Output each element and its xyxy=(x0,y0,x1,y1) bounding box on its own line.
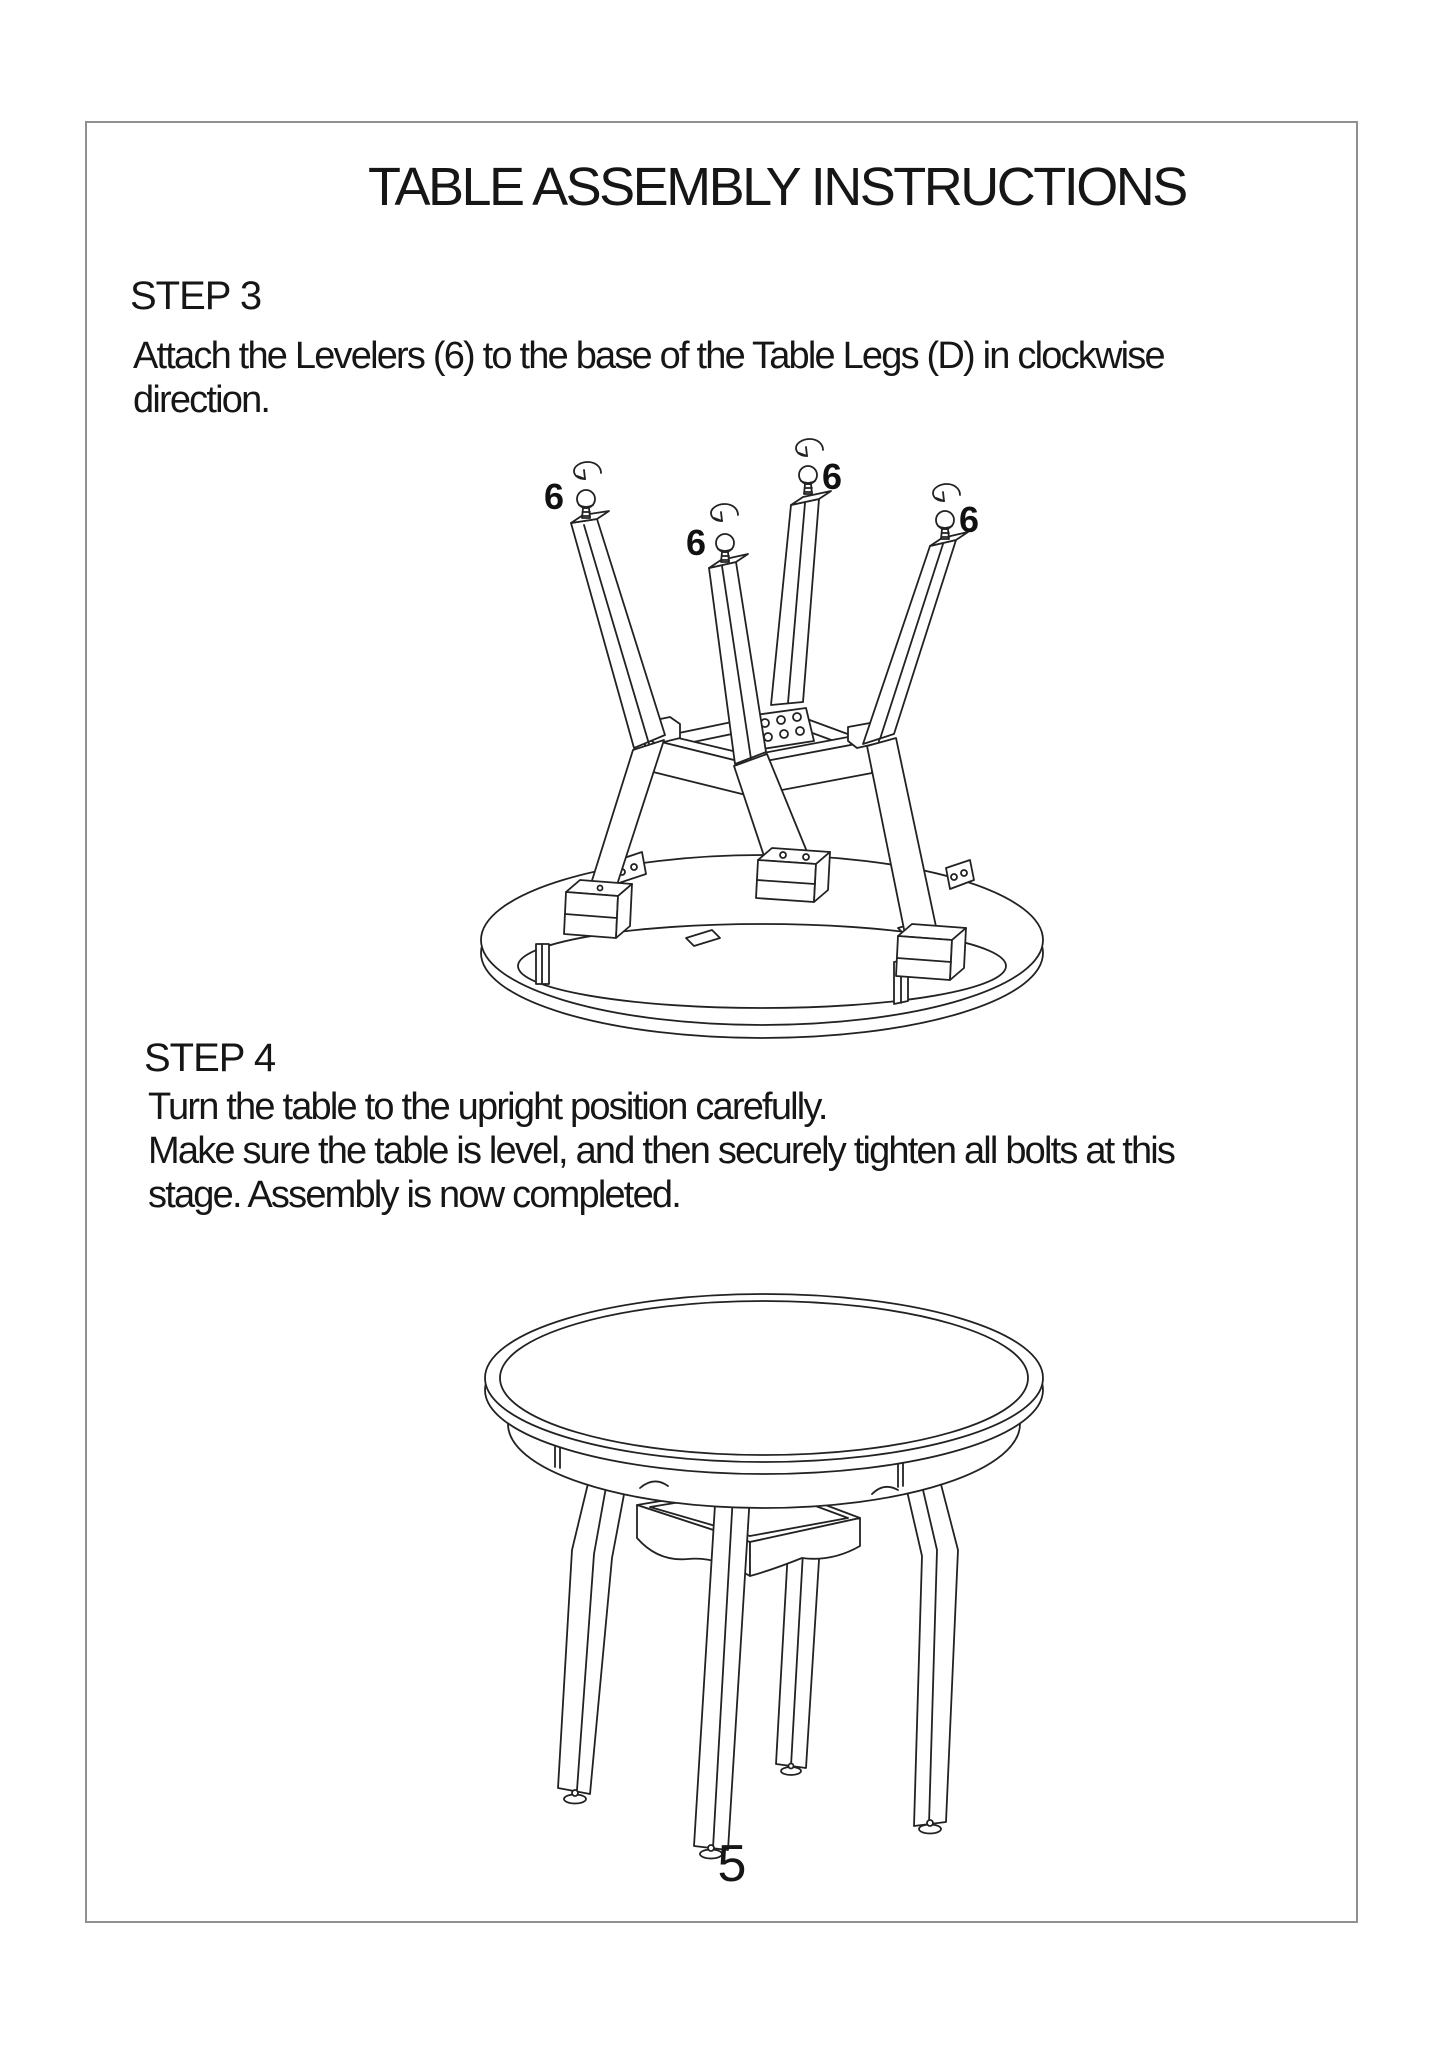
upright-leg-left xyxy=(558,1442,632,1794)
tabletop xyxy=(485,1294,1043,1508)
page-title: TABLE ASSEMBLY INSTRUCTIONS xyxy=(368,157,1186,217)
diagram-step4-upright-table xyxy=(485,1294,1043,1859)
step4-line-1: Turn the table to the upright position carefully. xyxy=(148,1086,827,1128)
page-number: 5 xyxy=(717,1835,747,1893)
step3-line-2: direction. xyxy=(133,379,270,421)
table-leg-left xyxy=(571,511,665,906)
part-label-leveler-right: 6 xyxy=(959,499,980,540)
step4-heading: STEP 4 xyxy=(144,1036,276,1080)
rotate-arrow-icons xyxy=(574,439,960,521)
leveler-right xyxy=(936,511,954,539)
table-leg-back xyxy=(771,491,831,705)
part-label-leveler-back: 6 xyxy=(822,456,843,497)
leveler-back xyxy=(799,466,817,494)
step4-line-3: stage. Assembly is now completed. xyxy=(148,1174,680,1216)
step3-heading: STEP 3 xyxy=(130,274,262,318)
part-label-leveler-front: 6 xyxy=(686,522,707,563)
part-label-leveler-left: 6 xyxy=(544,476,565,517)
step3-line-1: Attach the Levelers (6) to the base of the Table Legs (D) in clockwise xyxy=(133,335,1164,377)
upright-leg-right xyxy=(898,1442,958,1826)
step4-line-2: Make sure the table is level, and then securely tighten all bolts at this xyxy=(148,1130,1175,1172)
